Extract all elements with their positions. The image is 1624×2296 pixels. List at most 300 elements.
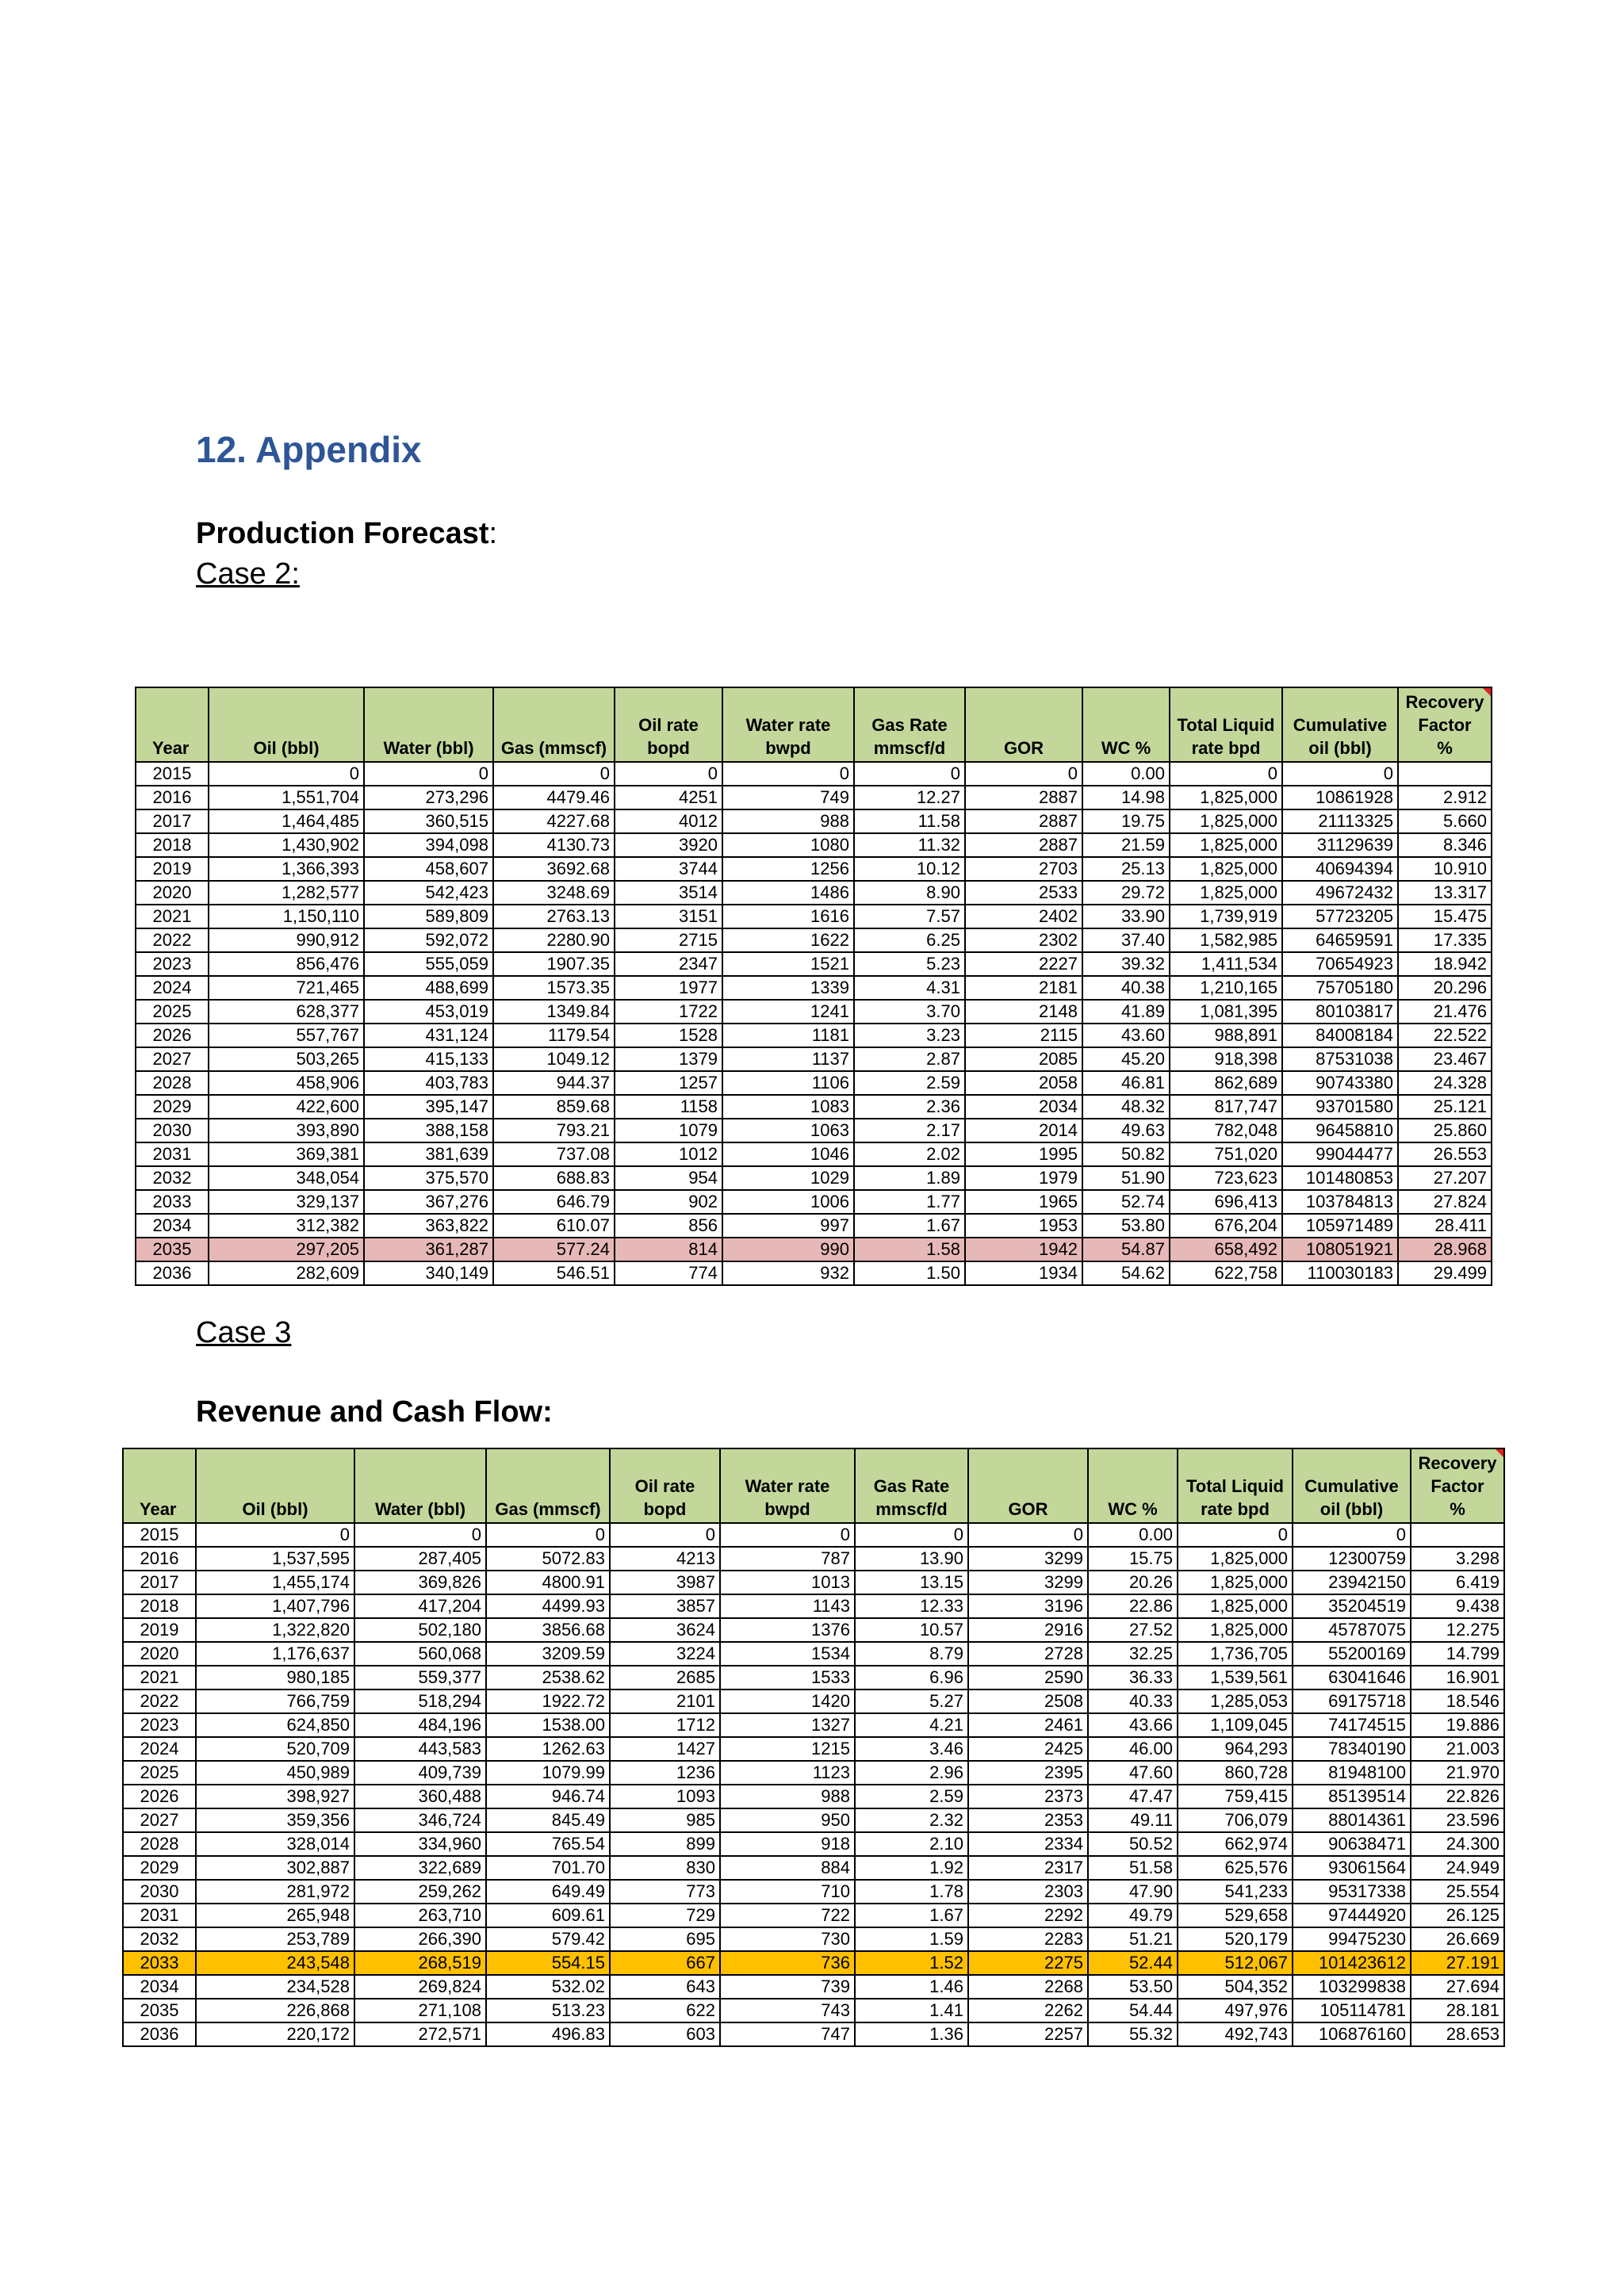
table-cell: 902 bbox=[615, 1190, 722, 1214]
table-cell: 12300759 bbox=[1293, 1547, 1411, 1571]
table-cell: 739 bbox=[720, 1975, 855, 1999]
table-cell: 932 bbox=[722, 1261, 854, 1285]
table-cell: 2227 bbox=[965, 952, 1082, 976]
table-cell: 13.90 bbox=[855, 1547, 968, 1571]
table-cell: 484,196 bbox=[354, 1713, 486, 1737]
table-cell: 2016 bbox=[136, 786, 209, 809]
table-cell: 1083 bbox=[722, 1095, 854, 1119]
table-cell: 25.121 bbox=[1398, 1095, 1492, 1119]
column-header-line: Year bbox=[152, 738, 190, 758]
table-cell: 29.72 bbox=[1082, 881, 1170, 905]
table-cell: 628,377 bbox=[209, 1000, 364, 1024]
table-cell: 271,108 bbox=[354, 1999, 486, 2022]
column-header-line: Water (bbl) bbox=[383, 738, 474, 758]
table-row bbox=[123, 1951, 1504, 1975]
table-row bbox=[136, 1142, 1492, 1166]
table-cell: 532.02 bbox=[486, 1975, 610, 1999]
table-cell: 1622 bbox=[722, 928, 854, 952]
table-cell: 2685 bbox=[610, 1666, 720, 1689]
table-cell: 93701580 bbox=[1282, 1095, 1398, 1119]
table-row bbox=[136, 928, 1492, 952]
table-cell: 649.49 bbox=[486, 1880, 610, 1904]
table-cell: 52.44 bbox=[1088, 1951, 1178, 1975]
table-cell: 1.67 bbox=[854, 1214, 965, 1238]
table-cell: 1,210,165 bbox=[1170, 976, 1282, 1000]
table-cell: 862,689 bbox=[1170, 1071, 1282, 1095]
table-cell: 23.467 bbox=[1398, 1047, 1492, 1071]
table-cell: 1.50 bbox=[854, 1261, 965, 1285]
table-row bbox=[136, 952, 1492, 976]
table-cell: 2.59 bbox=[855, 1785, 968, 1808]
table-cell: 2538.62 bbox=[486, 1666, 610, 1689]
table-cell: 1.46 bbox=[855, 1975, 968, 1999]
table-cell: 3987 bbox=[610, 1571, 720, 1594]
table-cell: 1106 bbox=[722, 1071, 854, 1095]
table-cell: 11.58 bbox=[854, 809, 965, 833]
table-cell: 265,948 bbox=[196, 1904, 354, 1927]
table-cell: 723,623 bbox=[1170, 1166, 1282, 1190]
table-cell: 988 bbox=[722, 809, 854, 833]
table-cell: 1,825,000 bbox=[1178, 1571, 1293, 1594]
table-cell: 64659591 bbox=[1282, 928, 1398, 952]
table-cell: 1,825,000 bbox=[1170, 809, 1282, 833]
table-cell: 95317338 bbox=[1293, 1880, 1411, 1904]
table-row bbox=[123, 1856, 1504, 1880]
table-cell: 2.59 bbox=[854, 1071, 965, 1095]
table-cell: 14.98 bbox=[1082, 786, 1170, 809]
column-header bbox=[196, 1448, 354, 1523]
table-cell: 2021 bbox=[136, 905, 209, 928]
table-cell: 13.15 bbox=[855, 1571, 968, 1594]
table-cell: 27.52 bbox=[1088, 1618, 1178, 1642]
table-cell: 1534 bbox=[720, 1642, 855, 1666]
column-header bbox=[493, 687, 615, 762]
table-cell: 18.942 bbox=[1398, 952, 1492, 976]
table-cell: 24.300 bbox=[1411, 1832, 1504, 1856]
table-cell: 3248.69 bbox=[493, 881, 615, 905]
table-cell: 360,515 bbox=[364, 809, 493, 833]
table-cell: 1,109,045 bbox=[1178, 1713, 1293, 1737]
table-cell: 1979 bbox=[965, 1166, 1082, 1190]
table-cell: 2.96 bbox=[855, 1761, 968, 1785]
column-header bbox=[486, 1448, 610, 1523]
table-cell: 1.67 bbox=[855, 1904, 968, 1927]
column-header-line: Year bbox=[140, 1499, 177, 1519]
table-cell: 845.49 bbox=[486, 1808, 610, 1832]
table-cell: 10861928 bbox=[1282, 786, 1398, 809]
table-cell: 101480853 bbox=[1282, 1166, 1398, 1190]
table-cell: 0 bbox=[615, 762, 722, 786]
column-header-line: Total Liquid bbox=[1185, 1476, 1284, 1496]
table-cell: 2887 bbox=[965, 786, 1082, 809]
column-header bbox=[354, 1448, 486, 1523]
table-cell: 688.83 bbox=[493, 1166, 615, 1190]
table-cell: 35204519 bbox=[1293, 1594, 1411, 1618]
table-cell: 2916 bbox=[968, 1618, 1088, 1642]
table-cell: 4227.68 bbox=[493, 809, 615, 833]
table-cell: 93061564 bbox=[1293, 1856, 1411, 1880]
table-row bbox=[123, 1689, 1504, 1713]
table-cell: 21.476 bbox=[1398, 1000, 1492, 1024]
table-cell: 737.08 bbox=[493, 1142, 615, 1166]
table-cell: 47.47 bbox=[1088, 1785, 1178, 1808]
table-row bbox=[123, 1737, 1504, 1761]
table-cell: 1486 bbox=[722, 881, 854, 905]
table-cell: 1,464,485 bbox=[209, 809, 364, 833]
table-cell: 1,825,000 bbox=[1178, 1547, 1293, 1571]
table-cell: 1,825,000 bbox=[1170, 833, 1282, 857]
table-cell: 0 bbox=[968, 1523, 1088, 1547]
table-cell: 2353 bbox=[968, 1808, 1088, 1832]
column-header-line: Total Liquid bbox=[1177, 715, 1275, 735]
table-cell: 743 bbox=[720, 1999, 855, 2022]
table-cell: 2334 bbox=[968, 1832, 1088, 1856]
table-cell: 765.54 bbox=[486, 1832, 610, 1856]
table-row bbox=[136, 976, 1492, 1000]
table-cell: 287,405 bbox=[354, 1547, 486, 1571]
table-cell: 1.59 bbox=[855, 1927, 968, 1951]
table-cell: 2024 bbox=[136, 976, 209, 1000]
table-cell: 23.596 bbox=[1411, 1808, 1504, 1832]
column-header-line: Oil rate bbox=[638, 715, 699, 735]
table-cell: 1049.12 bbox=[493, 1047, 615, 1071]
table-cell: 3920 bbox=[615, 833, 722, 857]
table-cell: 1,366,393 bbox=[209, 857, 364, 881]
table-cell: 297,205 bbox=[209, 1238, 364, 1261]
table-cell: 322,689 bbox=[354, 1856, 486, 1880]
column-header bbox=[364, 687, 493, 762]
table-cell: 747 bbox=[720, 2022, 855, 2046]
table-cell: 450,989 bbox=[196, 1761, 354, 1785]
table-cell: 2022 bbox=[123, 1689, 196, 1713]
table-cell: 41.89 bbox=[1082, 1000, 1170, 1024]
table-cell: 0 bbox=[364, 762, 493, 786]
table-cell: 29.499 bbox=[1398, 1261, 1492, 1285]
column-header bbox=[123, 1448, 196, 1523]
table-cell: 2028 bbox=[123, 1832, 196, 1856]
table-cell: 27.694 bbox=[1411, 1975, 1504, 1999]
table-cell: 103299838 bbox=[1293, 1975, 1411, 1999]
table-cell: 19.886 bbox=[1411, 1713, 1504, 1737]
table-cell: 2031 bbox=[136, 1142, 209, 1166]
table-cell: 403,783 bbox=[364, 1071, 493, 1095]
column-header-line: Gas Rate bbox=[873, 1476, 950, 1496]
table-cell: 1046 bbox=[722, 1142, 854, 1166]
table-cell: 302,887 bbox=[196, 1856, 354, 1880]
table-cell: 2016 bbox=[123, 1547, 196, 1571]
table-cell: 722 bbox=[720, 1904, 855, 1927]
table-cell: 2018 bbox=[123, 1594, 196, 1618]
column-header-line: oil (bbl) bbox=[1320, 1499, 1384, 1519]
table-cell: 1538.00 bbox=[486, 1713, 610, 1737]
table-cell: 2019 bbox=[136, 857, 209, 881]
table-cell: 14.799 bbox=[1411, 1642, 1504, 1666]
table-cell: 2283 bbox=[968, 1927, 1088, 1951]
column-header bbox=[1293, 1448, 1411, 1523]
table-cell: 3151 bbox=[615, 905, 722, 928]
table-cell: 1063 bbox=[722, 1119, 854, 1142]
table-cell: 12.27 bbox=[854, 786, 965, 809]
table-cell: 75705180 bbox=[1282, 976, 1398, 1000]
table-cell: 2425 bbox=[968, 1737, 1088, 1761]
table-cell: 2035 bbox=[136, 1238, 209, 1261]
table-cell: 312,382 bbox=[209, 1214, 364, 1238]
table-cell: 1029 bbox=[722, 1166, 854, 1190]
column-header bbox=[965, 687, 1082, 762]
table-cell: 2268 bbox=[968, 1975, 1088, 1999]
table-cell: 1143 bbox=[720, 1594, 855, 1618]
table-cell bbox=[1411, 1523, 1504, 1547]
table-cell: 340,149 bbox=[364, 1261, 493, 1285]
table-row bbox=[136, 1119, 1492, 1142]
table-cell: 458,906 bbox=[209, 1071, 364, 1095]
table-cell: 2533 bbox=[965, 881, 1082, 905]
table-cell: 856 bbox=[615, 1214, 722, 1238]
column-header-line: rate bpd bbox=[1201, 1499, 1270, 1519]
table-cell: 2303 bbox=[968, 1880, 1088, 1904]
table-cell: 706,079 bbox=[1178, 1808, 1293, 1832]
table-cell: 7.57 bbox=[854, 905, 965, 928]
table-cell: 40.38 bbox=[1082, 976, 1170, 1000]
table-cell: 541,233 bbox=[1178, 1880, 1293, 1904]
table-cell: 360,488 bbox=[354, 1785, 486, 1808]
table-cell: 47.90 bbox=[1088, 1880, 1178, 1904]
table-cell: 793.21 bbox=[493, 1119, 615, 1142]
table-cell: 443,583 bbox=[354, 1737, 486, 1761]
table-cell: 3.46 bbox=[855, 1737, 968, 1761]
table-cell: 90743380 bbox=[1282, 1071, 1398, 1095]
table-cell: 84008184 bbox=[1282, 1024, 1398, 1047]
table-cell: 3692.68 bbox=[493, 857, 615, 881]
table-cell: 1521 bbox=[722, 952, 854, 976]
table-cell: 787 bbox=[720, 1547, 855, 1571]
table-cell: 859.68 bbox=[493, 1095, 615, 1119]
table-cell: 592,072 bbox=[364, 928, 493, 952]
table-cell: 393,890 bbox=[209, 1119, 364, 1142]
table-cell: 1013 bbox=[720, 1571, 855, 1594]
table-row bbox=[136, 1261, 1492, 1285]
table-cell: 54.87 bbox=[1082, 1238, 1170, 1261]
table-cell: 710 bbox=[720, 1880, 855, 1904]
column-header bbox=[1398, 687, 1492, 762]
table-cell: 603 bbox=[610, 2022, 720, 2046]
table-row bbox=[123, 1618, 1504, 1642]
table-cell: 643 bbox=[610, 1975, 720, 1999]
table-row bbox=[136, 881, 1492, 905]
table-cell: 54.44 bbox=[1088, 1999, 1178, 2022]
table-cell: 0 bbox=[722, 762, 854, 786]
table-cell: 361,287 bbox=[364, 1238, 493, 1261]
table-cell: 2703 bbox=[965, 857, 1082, 881]
table-cell: 3196 bbox=[968, 1594, 1088, 1618]
table-cell: 2020 bbox=[123, 1642, 196, 1666]
table-cell: 1093 bbox=[610, 1785, 720, 1808]
table-cell: 1,736,705 bbox=[1178, 1642, 1293, 1666]
table-cell: 51.90 bbox=[1082, 1166, 1170, 1190]
table-cell: 12.275 bbox=[1411, 1618, 1504, 1642]
table-cell: 51.21 bbox=[1088, 1927, 1178, 1951]
table-cell: 520,709 bbox=[196, 1737, 354, 1761]
column-header-line: Water (bbl) bbox=[374, 1499, 466, 1519]
table-cell: 394,098 bbox=[364, 833, 493, 857]
table-cell: 1,825,000 bbox=[1178, 1594, 1293, 1618]
table-cell: 25.860 bbox=[1398, 1119, 1492, 1142]
table-cell: 1712 bbox=[610, 1713, 720, 1737]
table-cell: 369,381 bbox=[209, 1142, 364, 1166]
table-cell: 334,960 bbox=[354, 1832, 486, 1856]
table-cell: 1181 bbox=[722, 1024, 854, 1047]
table-row bbox=[136, 857, 1492, 881]
table-cell: 646.79 bbox=[493, 1190, 615, 1214]
table-cell: 375,570 bbox=[364, 1166, 493, 1190]
table-cell: 12.33 bbox=[855, 1594, 968, 1618]
table-cell: 5.23 bbox=[854, 952, 965, 976]
table-cell: 37.40 bbox=[1082, 928, 1170, 952]
table-row bbox=[136, 1000, 1492, 1024]
table-cell: 2032 bbox=[136, 1166, 209, 1190]
table-cell: 453,019 bbox=[364, 1000, 493, 1024]
column-header-line: mmscf/d bbox=[873, 738, 946, 758]
table-cell: 20.296 bbox=[1398, 976, 1492, 1000]
table-cell: 2275 bbox=[968, 1951, 1088, 1975]
table-cell: 99475230 bbox=[1293, 1927, 1411, 1951]
table-cell: 2027 bbox=[136, 1047, 209, 1071]
table-cell: 282,609 bbox=[209, 1261, 364, 1285]
table-cell: 2025 bbox=[123, 1761, 196, 1785]
table-cell: 997 bbox=[722, 1214, 854, 1238]
table-row bbox=[136, 762, 1492, 786]
column-header-line: bwpd bbox=[765, 738, 811, 758]
table-cell: 45787075 bbox=[1293, 1618, 1411, 1642]
column-header bbox=[722, 687, 854, 762]
table-cell: 50.82 bbox=[1082, 1142, 1170, 1166]
table-cell: 2029 bbox=[123, 1856, 196, 1880]
table-cell: 2262 bbox=[968, 1999, 1088, 2022]
table-cell: 1.89 bbox=[854, 1166, 965, 1190]
table-cell: 45.20 bbox=[1082, 1047, 1170, 1071]
table-cell: 1.77 bbox=[854, 1190, 965, 1214]
table-row bbox=[136, 1238, 1492, 1261]
table-cell: 21.003 bbox=[1411, 1737, 1504, 1761]
table-cell: 3.23 bbox=[854, 1024, 965, 1047]
table-cell: 2019 bbox=[123, 1618, 196, 1642]
table-cell: 1,282,577 bbox=[209, 881, 364, 905]
table-cell: 1.41 bbox=[855, 1999, 968, 2022]
table-cell: 609.61 bbox=[486, 1904, 610, 1927]
case3-label: Case 3 bbox=[196, 1316, 292, 1349]
table-cell: 53.80 bbox=[1082, 1214, 1170, 1238]
table-cell: 1,825,000 bbox=[1170, 786, 1282, 809]
column-header-line: WC % bbox=[1108, 1499, 1158, 1519]
table-cell: 13.317 bbox=[1398, 881, 1492, 905]
table-cell: 1.78 bbox=[855, 1880, 968, 1904]
table-cell: 559,377 bbox=[354, 1666, 486, 1689]
table-cell: 50.52 bbox=[1088, 1832, 1178, 1856]
table-cell: 24.949 bbox=[1411, 1856, 1504, 1880]
table-cell: 28.968 bbox=[1398, 1238, 1492, 1261]
table-cell: 2085 bbox=[965, 1047, 1082, 1071]
table-cell: 0 bbox=[486, 1523, 610, 1547]
table-cell: 1257 bbox=[615, 1071, 722, 1095]
table-cell: 1,150,110 bbox=[209, 905, 364, 928]
table-cell: 1123 bbox=[720, 1761, 855, 1785]
table-cell: 22.86 bbox=[1088, 1594, 1178, 1618]
table-cell: 348,054 bbox=[209, 1166, 364, 1190]
table-cell: 273,296 bbox=[364, 786, 493, 809]
table-cell: 55.32 bbox=[1088, 2022, 1178, 2046]
table-row bbox=[123, 1713, 1504, 1737]
column-header bbox=[615, 687, 722, 762]
table-cell: 54.62 bbox=[1082, 1261, 1170, 1285]
case2-production-table bbox=[135, 687, 1492, 1286]
table-cell: 2728 bbox=[968, 1642, 1088, 1666]
table-cell: 1012 bbox=[615, 1142, 722, 1166]
column-header-line: Factor bbox=[1431, 1476, 1484, 1496]
table-cell: 2.912 bbox=[1398, 786, 1492, 809]
table-cell: 1977 bbox=[615, 976, 722, 1000]
table-cell: 1006 bbox=[722, 1190, 854, 1214]
table-cell: 1079 bbox=[615, 1119, 722, 1142]
table-cell: 1158 bbox=[615, 1095, 722, 1119]
table-cell: 1,285,053 bbox=[1178, 1689, 1293, 1713]
column-header bbox=[209, 687, 364, 762]
table-cell: 253,789 bbox=[196, 1927, 354, 1951]
table-cell: 2020 bbox=[136, 881, 209, 905]
table-cell: 488,699 bbox=[364, 976, 493, 1000]
table-cell bbox=[1398, 762, 1492, 786]
table-cell: 773 bbox=[610, 1880, 720, 1904]
table-cell: 1327 bbox=[720, 1713, 855, 1737]
table-cell: 2014 bbox=[965, 1119, 1082, 1142]
table-cell: 69175718 bbox=[1293, 1689, 1411, 1713]
table-cell: 1,176,637 bbox=[196, 1642, 354, 1666]
table-cell: 19.75 bbox=[1082, 809, 1170, 833]
table-cell: 1,411,534 bbox=[1170, 952, 1282, 976]
table-cell: 0 bbox=[209, 762, 364, 786]
table-cell: 2030 bbox=[123, 1880, 196, 1904]
table-cell: 10.57 bbox=[855, 1618, 968, 1642]
table-cell: 946.74 bbox=[486, 1785, 610, 1808]
table-cell: 2887 bbox=[965, 809, 1082, 833]
table-row bbox=[123, 1761, 1504, 1785]
table-cell: 503,265 bbox=[209, 1047, 364, 1071]
table-cell: 4130.73 bbox=[493, 833, 615, 857]
table-cell: 988 bbox=[720, 1785, 855, 1808]
table-cell: 817,747 bbox=[1170, 1095, 1282, 1119]
table-cell: 1722 bbox=[615, 1000, 722, 1024]
table-cell: 26.553 bbox=[1398, 1142, 1492, 1166]
table-cell: 16.901 bbox=[1411, 1666, 1504, 1689]
revenue-cash-flow-heading: Revenue and Cash Flow: bbox=[196, 1395, 553, 1429]
table-cell: 2.87 bbox=[854, 1047, 965, 1071]
table-cell: 26.669 bbox=[1411, 1927, 1504, 1951]
table-cell: 49672432 bbox=[1282, 881, 1398, 905]
table-cell: 990,912 bbox=[209, 928, 364, 952]
table-cell: 4213 bbox=[610, 1547, 720, 1571]
table-cell: 110030183 bbox=[1282, 1261, 1398, 1285]
table-cell: 48.32 bbox=[1082, 1095, 1170, 1119]
table-cell: 398,927 bbox=[196, 1785, 354, 1808]
table-cell: 103784813 bbox=[1282, 1190, 1398, 1214]
table-cell: 1.36 bbox=[855, 2022, 968, 2046]
table-cell: 0 bbox=[354, 1523, 486, 1547]
table-row bbox=[136, 1214, 1492, 1238]
table-cell: 729 bbox=[610, 1904, 720, 1927]
table-cell: 3514 bbox=[615, 881, 722, 905]
table-row bbox=[136, 1095, 1492, 1119]
table-cell: 658,492 bbox=[1170, 1238, 1282, 1261]
table-cell: 2373 bbox=[968, 1785, 1088, 1808]
